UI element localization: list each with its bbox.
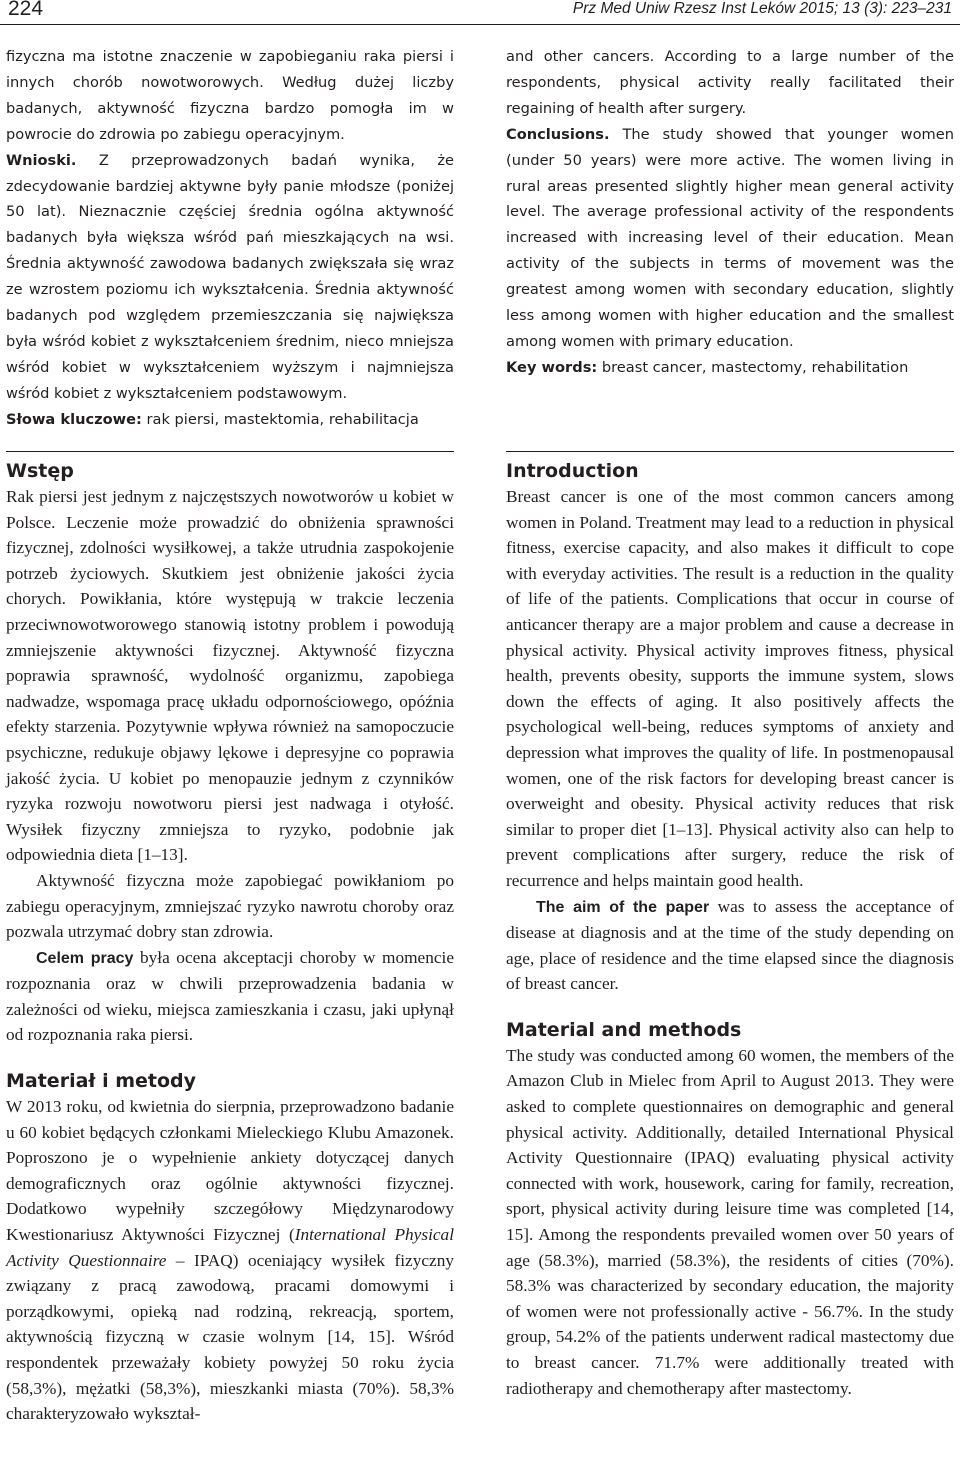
introduction-paragraph-2: Aktywność fizyczna może zapobiegać powikłaniom po zabiegu operacyjnym, zmniejszać ryzyko nawrotu choroby oraz pozwala utrzymać dobry stan zdrowia. xyxy=(6,870,454,942)
aim-text: was to assess the acceptance of disease at diagnosis and at the time of the study depending on age, place of residence and the time elapsed since the diagnosis of breast cancer. xyxy=(506,896,955,994)
body-english xyxy=(506,458,954,1401)
abstract-results-continued: and other cancers. According to a large number of the respondents, physical activity really facilitated their regaining of health after surgery. xyxy=(506,48,954,117)
conclusions-text: The study showed that younger women (under 50 years) were more active. The women living in rural areas presented slightly higher mean general activity level. The average professional activity of the respondents increased with increasing level of their education. Mean activity of the subjects in terms of movement was the greatest among women with secondary education, slightly less among women with higher education and the smallest among women with primary education. xyxy=(506,125,954,350)
ipaq-title: International Physical Activity Questionnaire xyxy=(6,1225,454,1270)
abstract-results-continued: fizyczna ma istotne znaczenie w zapobieganiu raka piersi i innych chorób nowotworowych. Według dużej liczby badanych, aktywność fizyczna bardzo pomogła im w powrocie do zdrowia po zabiegu operacyjnym. xyxy=(6,48,454,143)
header-rule xyxy=(0,24,960,25)
abstract-polish xyxy=(6,44,454,433)
abstract-conclusions xyxy=(6,148,454,407)
aim-label: The aim of the paper xyxy=(536,898,710,916)
methods-heading: Material and methods xyxy=(506,1018,742,1041)
running-header xyxy=(0,0,960,22)
aim-paragraph xyxy=(6,945,454,1048)
section-rule-left xyxy=(6,451,454,452)
aim-text: była ocena akceptacji choroby w momencie rozpoznania oraz w chwili przeprowadzenia badania w zależności od wieku, miejsca zamieszkania i czasu, jaki upłynął od rozpoznania raka piersi. xyxy=(6,947,454,1045)
abstract-conclusions xyxy=(506,122,954,355)
introduction-heading: Introduction xyxy=(506,460,639,482)
keywords-label: Key words: xyxy=(506,358,598,376)
aim-paragraph xyxy=(506,894,954,997)
keywords-label: Słowa kluczowe: xyxy=(6,410,142,428)
methods-heading: Materiał i metody xyxy=(6,1070,196,1093)
abstract-english xyxy=(506,44,954,381)
body-polish xyxy=(6,458,454,1427)
introduction-paragraph: Breast cancer is one of the most common cancers among women in Poland. Treatment may lead to a reduction in physical fitness, exercise capacity, and also makes it difficult to cope with everyday activities. The result is a reduction in the quality of life of the patients. Complications that occur in course of anticancer therapy are a major problem and cause a decrease in physical activity. Physical activity improves fitness, physical health, prevents obesity, supports the immune system, slows down the effects of aging. It also positively affects the psychological well-being, reduces symptoms of anxiety and depression what improves the quality of life. In postmenopausal women, one of the risk factors for developing breast cancer is overweight and obesity. Physical activity reduces that risk similar to proper diet [1–13]. Physical activity also can help to prevent complications after surgery, reduce the risk of recurrence and helps maintain good health. xyxy=(506,487,954,890)
aim-label: Celem pracy xyxy=(36,949,134,967)
methods-paragraph: W 2013 roku, od kwietnia do sierpnia, przeprowadzono badanie u 60 kobiet będących członkami Mieleckiego Klubu Amazonek. Poproszono je o wypełnienie ankiety dotyczącej danych demograficznych oraz ogólnie aktywności fizycznej. Dodatkowo wypełniły szczegółowy Międzynarodowy Kwestionariusz Aktywności Fizycznej (International Physical Activity Questionnaire – IPAQ) oceniający wysiłek fizyczny związany z pracą zawodową, pracami domowymi i porządkowymi, opieką nad rodziną, rekreacją, sportem, aktywnością fizyczną w czasie wolnym [14, 15]. Wśród respondentek przeważały kobiety powyżej 50 roku życia (58,3%), mężatki (58,3%), mieszkanki miasta (70%). 58,3% charakteryzowało wykształ- xyxy=(6,1097,454,1424)
introduction-paragraph: Rak piersi jest jednym z najczęstszych nowotworów u kobiet w Polsce. Leczenie może prowadzić do obniżenia sprawności fizycznej, zdolności wysiłkowej, a także utrudnia zaspokojenie potrzeb życiowych. Skutkiem jest obniżenie jakości życia chorych. Powikłania, które występują w trakcie leczenia przeciwnowotworowego stanowią istotny problem i powodują zmniejszenie aktywności fizycznej. Aktywność fizyczna poprawia sprawność, wydolność organizmu, zapobiega nadwadze, wspomaga pracę układu odpornościowego, opóźnia efekty starzenia. Pozytywnie wpływa również na samopoczucie psychiczne, redukuje objawy lękowe i depresyjne co poprawia jakość życia. U kobiet po menopauzie jednym z czynników ryzyka rozwoju nowotworu piersi jest nadwaga i otyłość. Wysiłek fizyczny zmniejsza to ryzyko, podobnie jak odpowiednia dieta [1–13]. xyxy=(6,487,454,865)
introduction-heading: Wstęp xyxy=(6,460,74,482)
keywords-text: breast cancer, mastectomy, rehabilitation xyxy=(597,358,909,376)
abstract-keywords xyxy=(506,355,954,381)
keywords-text: rak piersi, mastektomia, rehabilitacja xyxy=(141,410,419,428)
conclusions-text: Z przeprowadzonych badań wynika, że zdecydowanie bardziej aktywne były panie młodsze (poniżej 50 lat). Nieznacznie częściej średnia ogólna aktywność badanych była większa wśród pań mieszkających na wsi. Średnia aktywność zawodowa badanych zwiększała się wraz ze wzrostem poziomu ich wykształcenia. Średnia aktywność badanych pod względem przemieszczania się największa była wśród kobiet z wykształceniem średnim, nieco mniejsza wśród kobiet w wykształceniem wyższym i najmniejsza wśród kobiet z wykształceniem podstawowym. xyxy=(6,151,454,402)
abstract-keywords xyxy=(6,407,454,433)
journal-citation: Prz Med Uniw Rzesz Inst Leków 2015; 13 (3): 223–231 xyxy=(572,0,952,17)
conclusions-label: Conclusions. xyxy=(506,125,610,143)
conclusions-label: Wnioski. xyxy=(6,151,77,169)
section-rule-right xyxy=(506,451,954,452)
methods-paragraph: The study was conducted among 60 women, the members of the Amazon Club in Mielec from April to August 2013. They were asked to complete questionnaires on demographic and general physical activity. Additionally, detailed International Physical Activity Questionnaire (IPAQ) evaluating physical activity connected with work, housework, caring for family, recreation, sport, physical activity during leisure time was completed [14, 15]. Among the respondents prevailed women over 50 years of age (58.3%), married (58.3%), the residents of cities (70%). 58.3% was characterized by secondary education, the majority of women were not professionally active - 56.7%. In the study group, 54.2% of the patients underwent radical mastectomy due to breast cancer. 71.7% were additionally treated with radiotherapy and chemotherapy after mastectomy. xyxy=(506,1045,954,1398)
page-number: 224 xyxy=(8,0,44,20)
